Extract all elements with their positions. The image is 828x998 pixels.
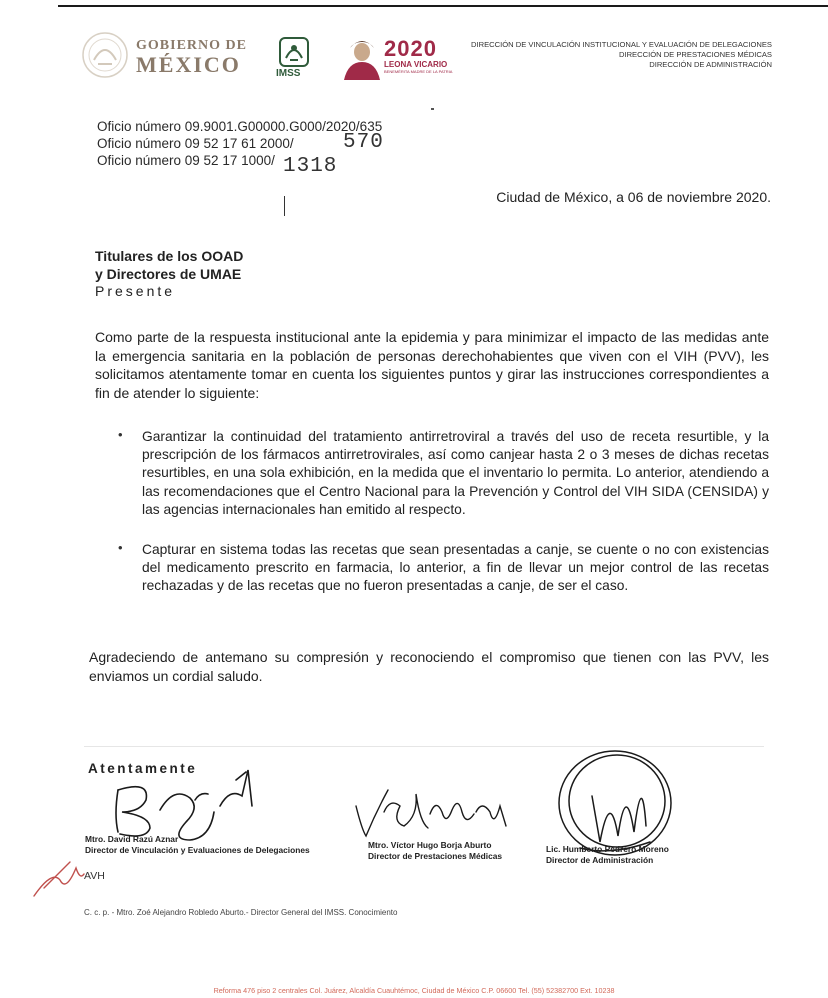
initials-flourish-icon [34, 862, 84, 896]
signer-block [546, 844, 669, 866]
bullet-item: Garantizar la continuidad del tratamiento antirretroviral a través del uso de receta resurtible, y la prescripción de los fármacos antirretrovirales, así como canjear hasta 2 o 3 meses de dichas recetas resurtibles, en una sola exhibición, en la medida que el inventario lo permita. Lo anterior, atendiendo a las recomendaciones que el Centro Nacional para la Prevención y Control del VIH SIDA (CENSIDA) y las agencias internacionales han emitido al respecto. [142, 429, 769, 517]
top-border-line [58, 5, 828, 7]
bullet-icon: • [118, 540, 123, 555]
scan-mark [431, 108, 434, 110]
oficio-line: Oficio número 09 52 17 1000/ [97, 153, 275, 168]
oficio-numbers [97, 118, 382, 169]
direccion-line: DIRECCIÓN DE VINCULACIÓN INSTITUCIONAL Y EVALUACIÓN DE DELEGACIONES [471, 40, 772, 49]
atentamente-label: Atentamente [88, 761, 198, 776]
intro-paragraph: Como parte de la respuesta institucional ante la epidemia y para minimizar el impacto de las medidas ante la emergencia sanitaria en la población de personas derechohabientes que viven con el VIH (PVV), les solicitamos atentamente tomar en cuenta los siguientes puntos y girar las instrucciones correspondientes a fin de atender lo siguiente: [95, 329, 769, 401]
leona-vicario-portrait-icon [340, 38, 384, 80]
recipient-line2: y Directores de UMAE [95, 265, 242, 282]
imss-eagle-icon [274, 36, 314, 68]
signer-title: Director de Administración [546, 855, 654, 865]
gobierno-line1: GOBIERNO DE [136, 38, 247, 53]
oficio-line: Oficio número 09 52 17 61 2000/ [97, 136, 294, 151]
faint-rule [84, 746, 764, 747]
document-date: Ciudad de México, a 06 de noviembre 2020. [496, 189, 771, 205]
gobierno-line2: MÉXICO [136, 52, 241, 77]
oficio-line: Oficio número 09.9001.G00000.G000/2020/635 [97, 119, 383, 134]
closing-paragraph: Agradeciendo de antemano su compresión y reconociendo el compromiso que tienen con las PVV, les enviamos un cordial saludo. [89, 649, 769, 684]
signature-borja-icon [356, 790, 506, 836]
signature-razu-icon [116, 770, 252, 840]
direcciones-header [471, 40, 772, 70]
imss-label: IMSS [276, 68, 301, 79]
copy-to-line: C. c. p. - Mtro. Zoé Alejandro Robledo Aburto.- Director General del IMSS. Conocimiento [84, 908, 398, 917]
gobierno-mexico-logo [80, 30, 250, 82]
recipient-block [95, 248, 243, 301]
signer-name: Mtro. Víctor Hugo Borja Aburto [368, 840, 492, 850]
direccion-line: DIRECCIÓN DE ADMINISTRACIÓN [649, 60, 772, 69]
signature-pedrero-icon [559, 751, 671, 855]
pen-tick-mark [284, 196, 285, 216]
recipient-line1: Titulares de los OOAD [95, 248, 244, 264]
year-name: LEONA VICARIO [384, 60, 448, 69]
bullet-icon: • [118, 427, 123, 442]
signer-name: Mtro. David Razú Aznar [85, 834, 179, 844]
initials: AVH [84, 870, 105, 882]
footer-address: Reforma 476 piso 2 centrales Col. Juárez, Alcaldía Cuauhtémoc, Ciudad de México C.P. 06600 Tel. (55) 52382700 Ext. 10238 [213, 986, 615, 995]
year-subtitle: BENEMÉRITA MADRE DE LA PATRIA [384, 69, 453, 74]
presente: Presente [95, 283, 176, 299]
leona-vicario-2020-logo [340, 38, 455, 80]
signer-title: Director de Vinculación y Evaluaciones de Delegaciones [85, 845, 310, 855]
signer-block [368, 840, 502, 862]
imss-logo [274, 36, 314, 82]
national-seal-icon [80, 30, 130, 80]
stamped-number-1318: 1318 [283, 155, 338, 178]
signer-name: Lic. Humberto Pedrero Moreno [546, 844, 669, 854]
stamped-number-570: 570 [343, 131, 384, 154]
bullet-item: Capturar en sistema todas las recetas que sean presentadas a canje, se cuente o no con existencias del medicamento prescrito en farmacia, lo anterior, a fin de llevar un mejor control de las recetas rechazadas y de las recetas que no fueron presentadas a canje, de ser el caso. [142, 542, 769, 594]
signer-block [85, 834, 310, 856]
signer-title: Director de Prestaciones Médicas [368, 851, 503, 861]
direccion-line: DIRECCIÓN DE PRESTACIONES MÉDICAS [618, 50, 772, 59]
year-2020: 2020 [384, 36, 437, 61]
